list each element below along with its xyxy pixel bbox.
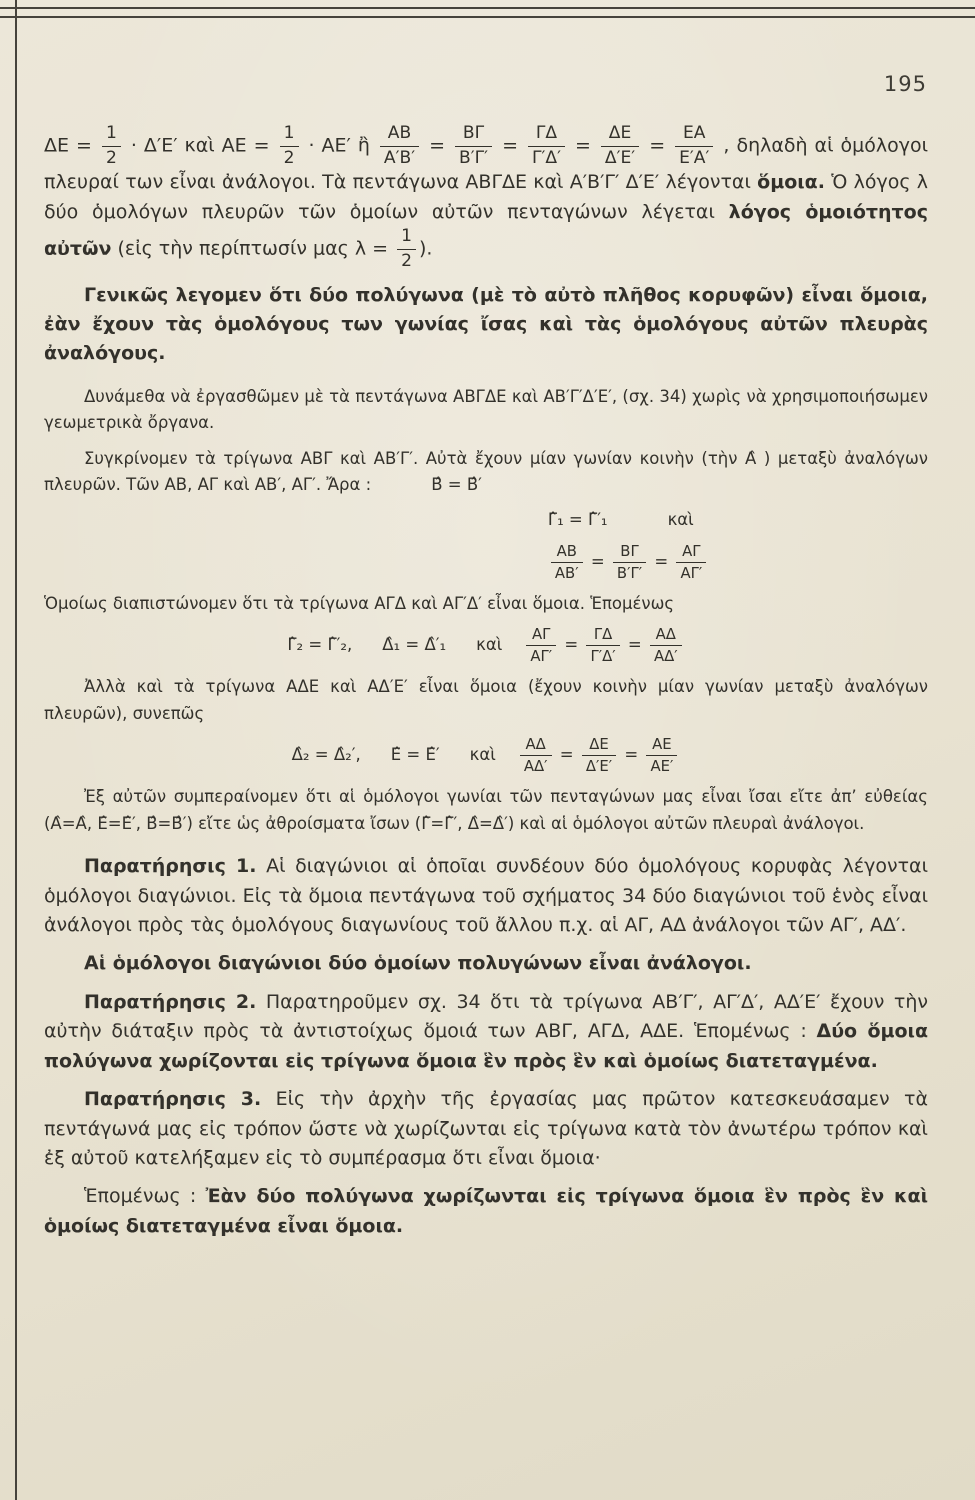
text-segment: = xyxy=(422,134,453,157)
page-border-top xyxy=(0,7,975,18)
text-segment: · Δ′Ε′ καὶ ΑΕ = xyxy=(123,134,277,157)
text-segment: ). xyxy=(419,237,433,260)
paragraph-definition xyxy=(44,281,928,369)
text-segment: = xyxy=(649,551,674,571)
paragraph-remark-2 xyxy=(44,988,928,1076)
text-segment: Αἱ διαγώνιοι αἱ ὁποῖαι συνδέουν δύο ὁμολόγους κορυφὰς λέγονται ὁμόλογοι διαγώνιοι. Εἰς τὰ ὅμοια πεντάγωνα τοῦ σχήματος 34 δύο διαγώνιοι τοῦ ἑνὸς εἶναι ἀνάλογοι πρὸς τὰς ὁμολόγους διαγωνίους τοῦ ἄλλου π.χ. αἱ ΑΓ, ΑΔ ἀνάλογοι τῶν ΑΓ′, ΑΔ′. xyxy=(44,855,928,936)
text-segment: · ΑΕ′ ἢ xyxy=(301,134,377,157)
text-segment: = xyxy=(559,635,584,655)
text-segment: = xyxy=(619,745,644,765)
paragraph-remark-1 xyxy=(44,852,928,940)
text-segment: Αἱ ὁμόλογοι διαγώνιοι δύο ὁμοίων πολυγώνων εἶναι ἀνάλογοι. xyxy=(84,952,752,975)
text-segment: = xyxy=(495,134,525,157)
fraction: $\frac{AB}{A'B'}$ xyxy=(380,124,419,168)
text-segment: = xyxy=(622,635,647,655)
text-segment: ΔΕ = xyxy=(44,134,99,157)
text-segment: Δ̂₁ = Δ̂′₁ xyxy=(382,635,447,655)
text-segment: Παρατήρησις 1. xyxy=(84,855,257,878)
fraction: $\frac{AE}{AE'}$ xyxy=(646,736,677,775)
text-segment: Δύο ὅμοια πολύγωνα χωρίζονται εἰς τρίγωνα ὅμοια ἓν πρὸς ἓν καὶ ὁμοίως διατεταγμένα. xyxy=(44,1020,928,1072)
paragraph-conclusion xyxy=(44,784,928,837)
formula-angles-1 xyxy=(44,507,928,533)
text-segment: Συγκρίνομεν τὰ τρίγωνα ΑΒΓ καὶ ΑΒ′Γ′. Αὐτὰ ἔχουν μίαν γωνίαν κοινὴν (τὴν Α̂ ) μεταξὺ ἀναλόγων πλευρῶν. Τῶν ΑΒ, ΑΓ καὶ ΑΒ′, ΑΓ′. Ἄρα : xyxy=(44,448,928,494)
fraction: $\frac{1}{2}$ xyxy=(280,124,299,168)
text-segment: Γ̂₂ = Γ̂′₂, xyxy=(287,635,353,655)
paragraph-intro xyxy=(44,124,928,272)
text-segment: Ἑπομένως : xyxy=(84,1185,206,1208)
text-segment: = xyxy=(585,551,610,571)
fraction: $\frac{\Gamma\Delta}{\Gamma'\Delta'}$ xyxy=(586,626,619,665)
fraction: $\frac{A\Delta}{A\Delta'}$ xyxy=(520,736,552,775)
page-content xyxy=(44,124,928,1250)
fraction: $\frac{\Delta E}{\Delta'E'}$ xyxy=(601,124,639,168)
text-segment: = xyxy=(567,134,598,157)
fraction: $\frac{\Delta E}{\Delta'E'}$ xyxy=(582,736,616,775)
fraction: $\frac{1}{2}$ xyxy=(102,124,121,168)
paragraph-remark-3 xyxy=(44,1085,928,1173)
fraction: $\frac{1}{2}$ xyxy=(397,227,416,271)
paragraph-final-statement xyxy=(44,1182,928,1241)
text-segment: καὶ xyxy=(476,635,503,655)
page-border-left xyxy=(15,0,17,1500)
text-segment: Ἐὰν δύο πολύγωνα χωρίζωνται εἰς τρίγωνα ὅμοια ἓν πρὸς ἓν καὶ ὁμοίως διατεταγμένα εἶναι ὅμοια. xyxy=(44,1185,928,1237)
fraction: $\frac{A\Gamma}{A\Gamma'}$ xyxy=(526,626,556,665)
page-number: 195 xyxy=(883,72,927,96)
text-segment: Β̂ = Β̂′ xyxy=(431,474,482,494)
paragraph-work-note xyxy=(44,384,928,437)
statement-diagonals xyxy=(44,949,928,978)
text-segment: Εἰς τὴν ἀρχὴν τῆς ἐργασίας μας πρῶτον κατεσκευάσαμεν τὰ πεντάγωνά μας εἰς τρόπον ὥστε νὰ χωρίζωνται εἰς τρίγωνα κατὰ τὸν ἀνωτέρω τρόπον καὶ ἐξ αὐτοῦ κατελήξαμεν εἰς τὸ συμπέρασμα ὅτι εἶναι ὅμοια· xyxy=(44,1088,928,1170)
text-segment: καὶ xyxy=(469,745,496,765)
text-segment: Ἀλλὰ καὶ τὰ τρίγωνα ΑΔΕ καὶ ΑΔ′Ε′ εἶναι ὅμοια (ἔχουν κοινὴν μίαν γωνίαν μεταξὺ ἀναλόγων πλευρῶν), συνεπῶς xyxy=(44,677,928,723)
text-segment: Δ̂₂ = Δ̂₂′, xyxy=(291,745,361,765)
text-segment: λόγος ὁμοιότητος αὐτῶν xyxy=(44,200,928,260)
formula-ratios-1 xyxy=(44,543,928,582)
text-segment: = xyxy=(554,745,579,765)
fraction: $\frac{EA}{E'A'}$ xyxy=(675,124,713,168)
fraction: $\frac{AB}{AB'}$ xyxy=(551,543,583,582)
formula-angles-ratios-2 xyxy=(44,626,928,665)
text-segment: Γ̂₁ = Γ̂′₁ xyxy=(547,510,608,530)
text-segment: ὅμοια. xyxy=(757,171,825,194)
text-segment: Ὁμοίως διαπιστώνομεν ὅτι τὰ τρίγωνα ΑΓΔ καὶ ΑΓ′Δ′ εἶναι ὅμοια. Ἑπομένως xyxy=(44,593,675,613)
text-segment: , δηλαδὴ αἱ ὁμόλογοι πλευραί των εἶναι ἀνάλογοι. Τὰ πεντάγωνα ΑΒΓΔΕ καὶ Α′Β′Γ′ Δ′Ε′ λέγονται xyxy=(44,134,929,194)
text-segment: Γενικῶς λεγομεν ὅτι δύο πολύγωνα (μὲ τὸ αὐτὸ πλῆθος κορυφῶν) εἶναι ὅμοια, ἐὰν ἔχουν τὰς ὁμολόγους των γωνίας ἴσας καὶ τὰς ὁμολόγους αὐτῶν πλευρὰς ἀναλόγους. xyxy=(44,283,928,365)
fraction: $\frac{\Gamma\Delta}{\Gamma'\Delta'}$ xyxy=(528,124,565,168)
formula-angles-ratios-3 xyxy=(44,736,928,775)
text-segment: Ἐξ αὐτῶν συμπεραίνομεν ὅτι αἱ ὁμόλογοι γωνίαι τῶν πενταγώνων μας εἶναι ἴσαι εἴτε ἀπ’ εὐθείας (Α̂=Α̂, Ε̂=Ε̂′, Β̂=Β̂′) εἴτε ὡς ἀθροίσματα ἴσων (Γ̂=Γ̂′, Δ̂=Δ̂′) καὶ αἱ ὁμόλογοι αὐτῶν πλευραὶ ἀνάλογοι. xyxy=(44,787,928,833)
fraction: $\frac{B\Gamma}{B'\Gamma'}$ xyxy=(455,124,492,168)
paragraph-similarly xyxy=(44,591,928,617)
fraction: $\frac{B\Gamma}{B'\Gamma'}$ xyxy=(613,543,646,582)
text-segment: (εἰς τὴν περίπτωσίν μας λ = xyxy=(111,237,395,260)
text-segment: Ε̂ = Ε̂′ xyxy=(390,745,440,765)
text-segment: Παρατήρησις 2. xyxy=(84,990,257,1013)
paragraph-compare-triangles xyxy=(44,446,928,499)
text-segment: Παρατηροῦμεν σχ. 34 ὅτι τὰ τρίγωνα ΑΒ′Γ′, ΑΓ′Δ′, ΑΔ′Ε′ ἔχουν τὴν αὐτὴν διάταξιν πρὸς τὰ ἀντιστοίχως ὅμοιά των ΑΒΓ, ΑΓΔ, ΑΔΕ. Ἑπομένως : xyxy=(44,990,929,1043)
fraction: $\frac{A\Gamma}{A\Gamma'}$ xyxy=(676,543,706,582)
text-segment: Ὁ λόγος λ δύο ὁμολόγων πλευρῶν τῶν ὁμοίων αὐτῶν πενταγώνων λέγεται xyxy=(44,171,928,223)
paragraph-ade-triangles xyxy=(44,674,928,727)
text-segment: = xyxy=(642,134,673,157)
text-segment: καὶ xyxy=(667,510,694,530)
text-segment: Παρατήρησις 3. xyxy=(84,1088,262,1111)
fraction: $\frac{A\Delta}{A\Delta'}$ xyxy=(650,626,682,665)
text-segment: Δυνάμεθα νὰ ἐργασθῶμεν μὲ τὰ πεντάγωνα ΑΒΓΔΕ καὶ ΑΒ′Γ′Δ′Ε′, (σχ. 34) χωρὶς νὰ χρησιμοποιήσωμεν γεωμετρικὰ ὄργανα. xyxy=(44,386,928,433)
